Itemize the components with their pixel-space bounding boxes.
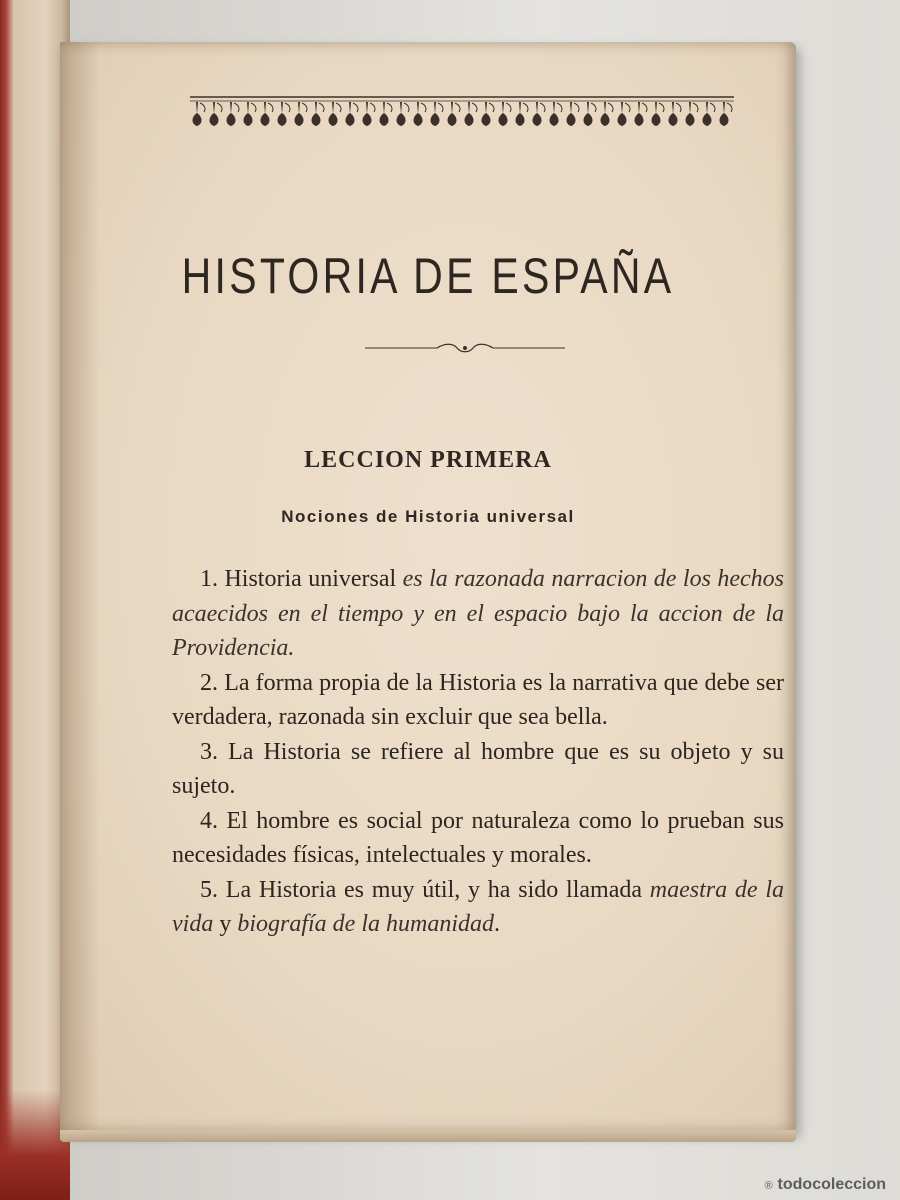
ornament-motif xyxy=(363,113,372,126)
ornament-motif xyxy=(706,102,708,114)
paragraph-number: 5. xyxy=(200,876,218,903)
ornament-motif xyxy=(217,103,222,112)
watermark xyxy=(764,1176,886,1194)
ornament-motif xyxy=(455,103,460,112)
ornament-motif xyxy=(506,103,511,112)
ornament-motif xyxy=(312,113,321,126)
ornament-motif xyxy=(601,113,610,126)
ornament-motif xyxy=(438,103,443,112)
paragraph-text: La Historia se refiere al hombre que es su objeto y su sujeto. xyxy=(172,738,785,799)
ornament-motif xyxy=(387,103,392,112)
ornament-motif xyxy=(536,102,538,114)
ornament-motif xyxy=(625,103,630,112)
ornament-motif xyxy=(608,103,613,112)
ornament-motif xyxy=(502,102,504,114)
paragraph-italic-text: biografía de la humanidad xyxy=(237,911,494,937)
ornament-motif xyxy=(584,113,593,126)
ornament-motif xyxy=(319,103,324,112)
ornament-motif xyxy=(689,102,691,114)
ornament-motif xyxy=(431,113,440,126)
ornament-motif xyxy=(669,113,678,126)
paragraph-italic-text: es la razonada narracion de los hechos acaecidos en el tiempo y en el espacio bajo la accion de la Providencia. xyxy=(172,566,784,661)
ornament-motif xyxy=(285,103,290,112)
ornament-motif xyxy=(676,103,681,112)
paragraph-4 xyxy=(172,804,784,873)
ornament-motif xyxy=(281,102,283,114)
paragraph-3 xyxy=(172,735,784,804)
ornament-motif xyxy=(723,102,725,114)
ornament-motif xyxy=(618,113,627,126)
paragraph-text: La Historia es muy útil, y ha sido llamada xyxy=(225,876,650,903)
ornament-motif xyxy=(485,102,487,114)
page-bottom-edge xyxy=(60,1130,796,1142)
ornament-motif xyxy=(638,102,640,114)
ornament-motif xyxy=(404,103,409,112)
ornament-motif xyxy=(346,113,355,126)
ornament-motif xyxy=(693,103,698,112)
lesson-body xyxy=(172,562,784,942)
ornament-motif xyxy=(227,113,236,126)
ornament-motif xyxy=(366,102,368,114)
ornament-motif xyxy=(336,103,341,112)
ornament-motif xyxy=(659,103,664,112)
ornament-motif xyxy=(329,113,338,126)
ornament-motif xyxy=(465,113,474,126)
ornament-motif xyxy=(686,113,695,126)
ornament-motif xyxy=(234,103,239,112)
ornament-motif xyxy=(451,102,453,114)
ornament-motif xyxy=(295,113,304,126)
paragraph-number: 4. xyxy=(200,807,218,834)
paragraph-5 xyxy=(172,873,784,942)
ornament-motif xyxy=(213,102,215,114)
ornament-motif xyxy=(720,113,729,126)
ornament-motif xyxy=(655,102,657,114)
ornament-motif xyxy=(727,103,732,112)
lesson-subheading: Nociones de Historia universal xyxy=(281,507,575,526)
ornament-motif xyxy=(621,102,623,114)
paragraph-number: 1. xyxy=(200,566,218,592)
paragraph-text: El hombre es social por naturaleza como lo prueban sus necesidades físicas, intelectuales y morales. xyxy=(172,807,784,868)
paragraph-text: . xyxy=(494,911,500,937)
decorative-header-ornament xyxy=(190,94,734,130)
paragraph-text: La forma propia de la Historia es la narrativa que debe ser verdadera, razonada sin excluir que sea bella. xyxy=(172,669,784,730)
ornament-motif xyxy=(400,102,402,114)
paragraph-text: y xyxy=(213,911,238,937)
ornament-motif xyxy=(635,113,644,126)
ornament-motif xyxy=(332,102,334,114)
ornament-motif xyxy=(421,103,426,112)
ornament-motif xyxy=(397,113,406,126)
ornament-motif xyxy=(652,113,661,126)
ornament-motif xyxy=(414,113,423,126)
paragraph-2 xyxy=(172,666,784,735)
ornament-motif xyxy=(417,102,419,114)
ornament-motif xyxy=(499,113,508,126)
ornament-motif xyxy=(264,102,266,114)
ornament-motif xyxy=(553,102,555,114)
ornament-motif xyxy=(482,113,491,126)
ornament-motif xyxy=(550,113,559,126)
ornament-motif xyxy=(604,102,606,114)
ornament-motif xyxy=(434,102,436,114)
lesson-heading: LECCION PRIMERA xyxy=(304,447,552,473)
ornament-motif xyxy=(210,113,219,126)
ornament-motif xyxy=(193,113,202,126)
paragraph-text: Historia universal xyxy=(224,566,403,592)
ornament-motif xyxy=(302,103,307,112)
ornament-motif xyxy=(672,102,674,114)
ornament-motif xyxy=(574,103,579,112)
ornament-motif xyxy=(710,103,715,112)
ornament-motif xyxy=(570,102,572,114)
ornament-motif xyxy=(298,102,300,114)
page-title: HISTORIA DE ESPAÑA xyxy=(181,248,675,304)
ornament-motif xyxy=(523,103,528,112)
ornament-motif xyxy=(642,103,647,112)
ornament-motif xyxy=(533,113,542,126)
ornament-motif xyxy=(200,103,205,112)
ornament-motif xyxy=(516,113,525,126)
ornament-motif xyxy=(315,102,317,114)
ornament-motif xyxy=(196,102,198,114)
ornament-motif xyxy=(591,103,596,112)
watermark-text: todocoleccion xyxy=(777,1176,886,1193)
ornament-motif xyxy=(353,103,358,112)
paragraph-number: 3. xyxy=(200,738,218,765)
ornament-motif xyxy=(349,102,351,114)
ornament-motif xyxy=(567,113,576,126)
ornament-motif xyxy=(247,102,249,114)
ornament-motif xyxy=(251,103,256,112)
ornament-motif xyxy=(380,113,389,126)
title-flourish-rule xyxy=(365,342,565,354)
ornament-motif xyxy=(370,103,375,112)
ornament-motif xyxy=(230,102,232,114)
ornament-motif xyxy=(703,113,712,126)
ornament-motif xyxy=(557,103,562,112)
paragraph-number: 2. xyxy=(200,669,218,696)
ornament-motif xyxy=(383,102,385,114)
book-page xyxy=(60,42,796,1132)
ornament-motif xyxy=(448,113,457,126)
ornament-motif xyxy=(587,102,589,114)
ornament-motif xyxy=(489,103,494,112)
ornament-motif xyxy=(468,102,470,114)
watermark-registered-icon: ® xyxy=(764,1180,774,1192)
ornament-motif xyxy=(519,102,521,114)
paragraph-italic-text: maestra de la vida xyxy=(172,876,785,937)
ornament-motif xyxy=(278,113,287,126)
ornament-motif xyxy=(472,103,477,112)
paragraph-1 xyxy=(172,562,784,666)
ornament-motif xyxy=(244,113,253,126)
ornament-motif xyxy=(261,113,270,126)
spine-shadow xyxy=(60,42,100,1132)
ornament-motif xyxy=(268,103,273,112)
ornament-motif xyxy=(540,103,545,112)
